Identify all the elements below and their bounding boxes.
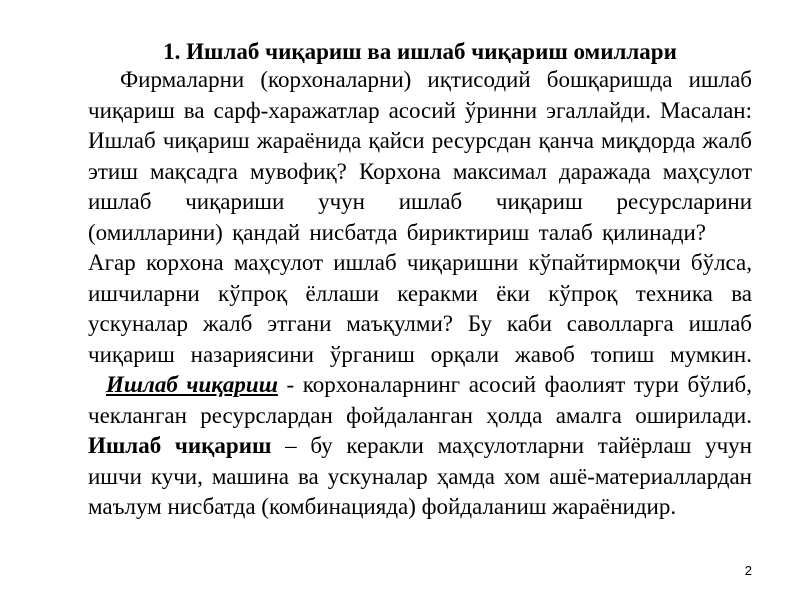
paragraph-definition xyxy=(88,370,752,523)
term-production-bold: Ишлаб чиқариш xyxy=(88,433,272,458)
slide-title: 1. Ишлаб чиқариш ва ишлаб чиқариш омиллари xyxy=(163,39,677,64)
definition-text-2: – бу керакли маҳсулотларни тайёрлаш учун ишчи кучи, машина ва ускуналар ҳамда хом ашё-материаллардан маълум нисбатда (комбинацияда) фойдаланиш жараёнидир. xyxy=(88,433,752,519)
slide-body xyxy=(88,65,752,523)
paragraph-intro-part2: Агар корхона маҳсулот ишлаб чиқаришни кўпайтирмоқчи бўлса, ишчиларни кўпроқ ёллаши керакми ёки кўпроқ техника ва ускуналар жалб этгани маъқулми? Бу каби саволларга ишлаб чиқариш назариясини ўрганиш орқали жавоб топиш мумкин. xyxy=(88,250,752,367)
term-production-underlined: Ишлаб чиқариш xyxy=(106,372,278,397)
page-number: 2 xyxy=(744,563,752,578)
paragraph-intro-part1: Фирмаларни (корхоналарни) иқтисодий бошқаришда ишлаб чиқариш ва сарф-харажатлар асосий ўринни эгаллайди. Масалан: Ишлаб чиқариш жараёнида қайси ресурсдан қанча миқдорда жалб этиш мақсадга мувофиқ? Корхона максимал даражада маҳсулот ишлаб чиқариши учун ишлаб чиқариш ресурсларини (омилларини) қандай нисбатда бириктириш талаб қилинади? xyxy=(88,67,752,245)
paragraph-intro xyxy=(88,65,752,370)
definition-text-1: - корхоналарнинг асосий фаолият тури бўлиб, чекланган ресурслардан фойдаланган ҳолда амалга оширилади. xyxy=(88,372,752,428)
